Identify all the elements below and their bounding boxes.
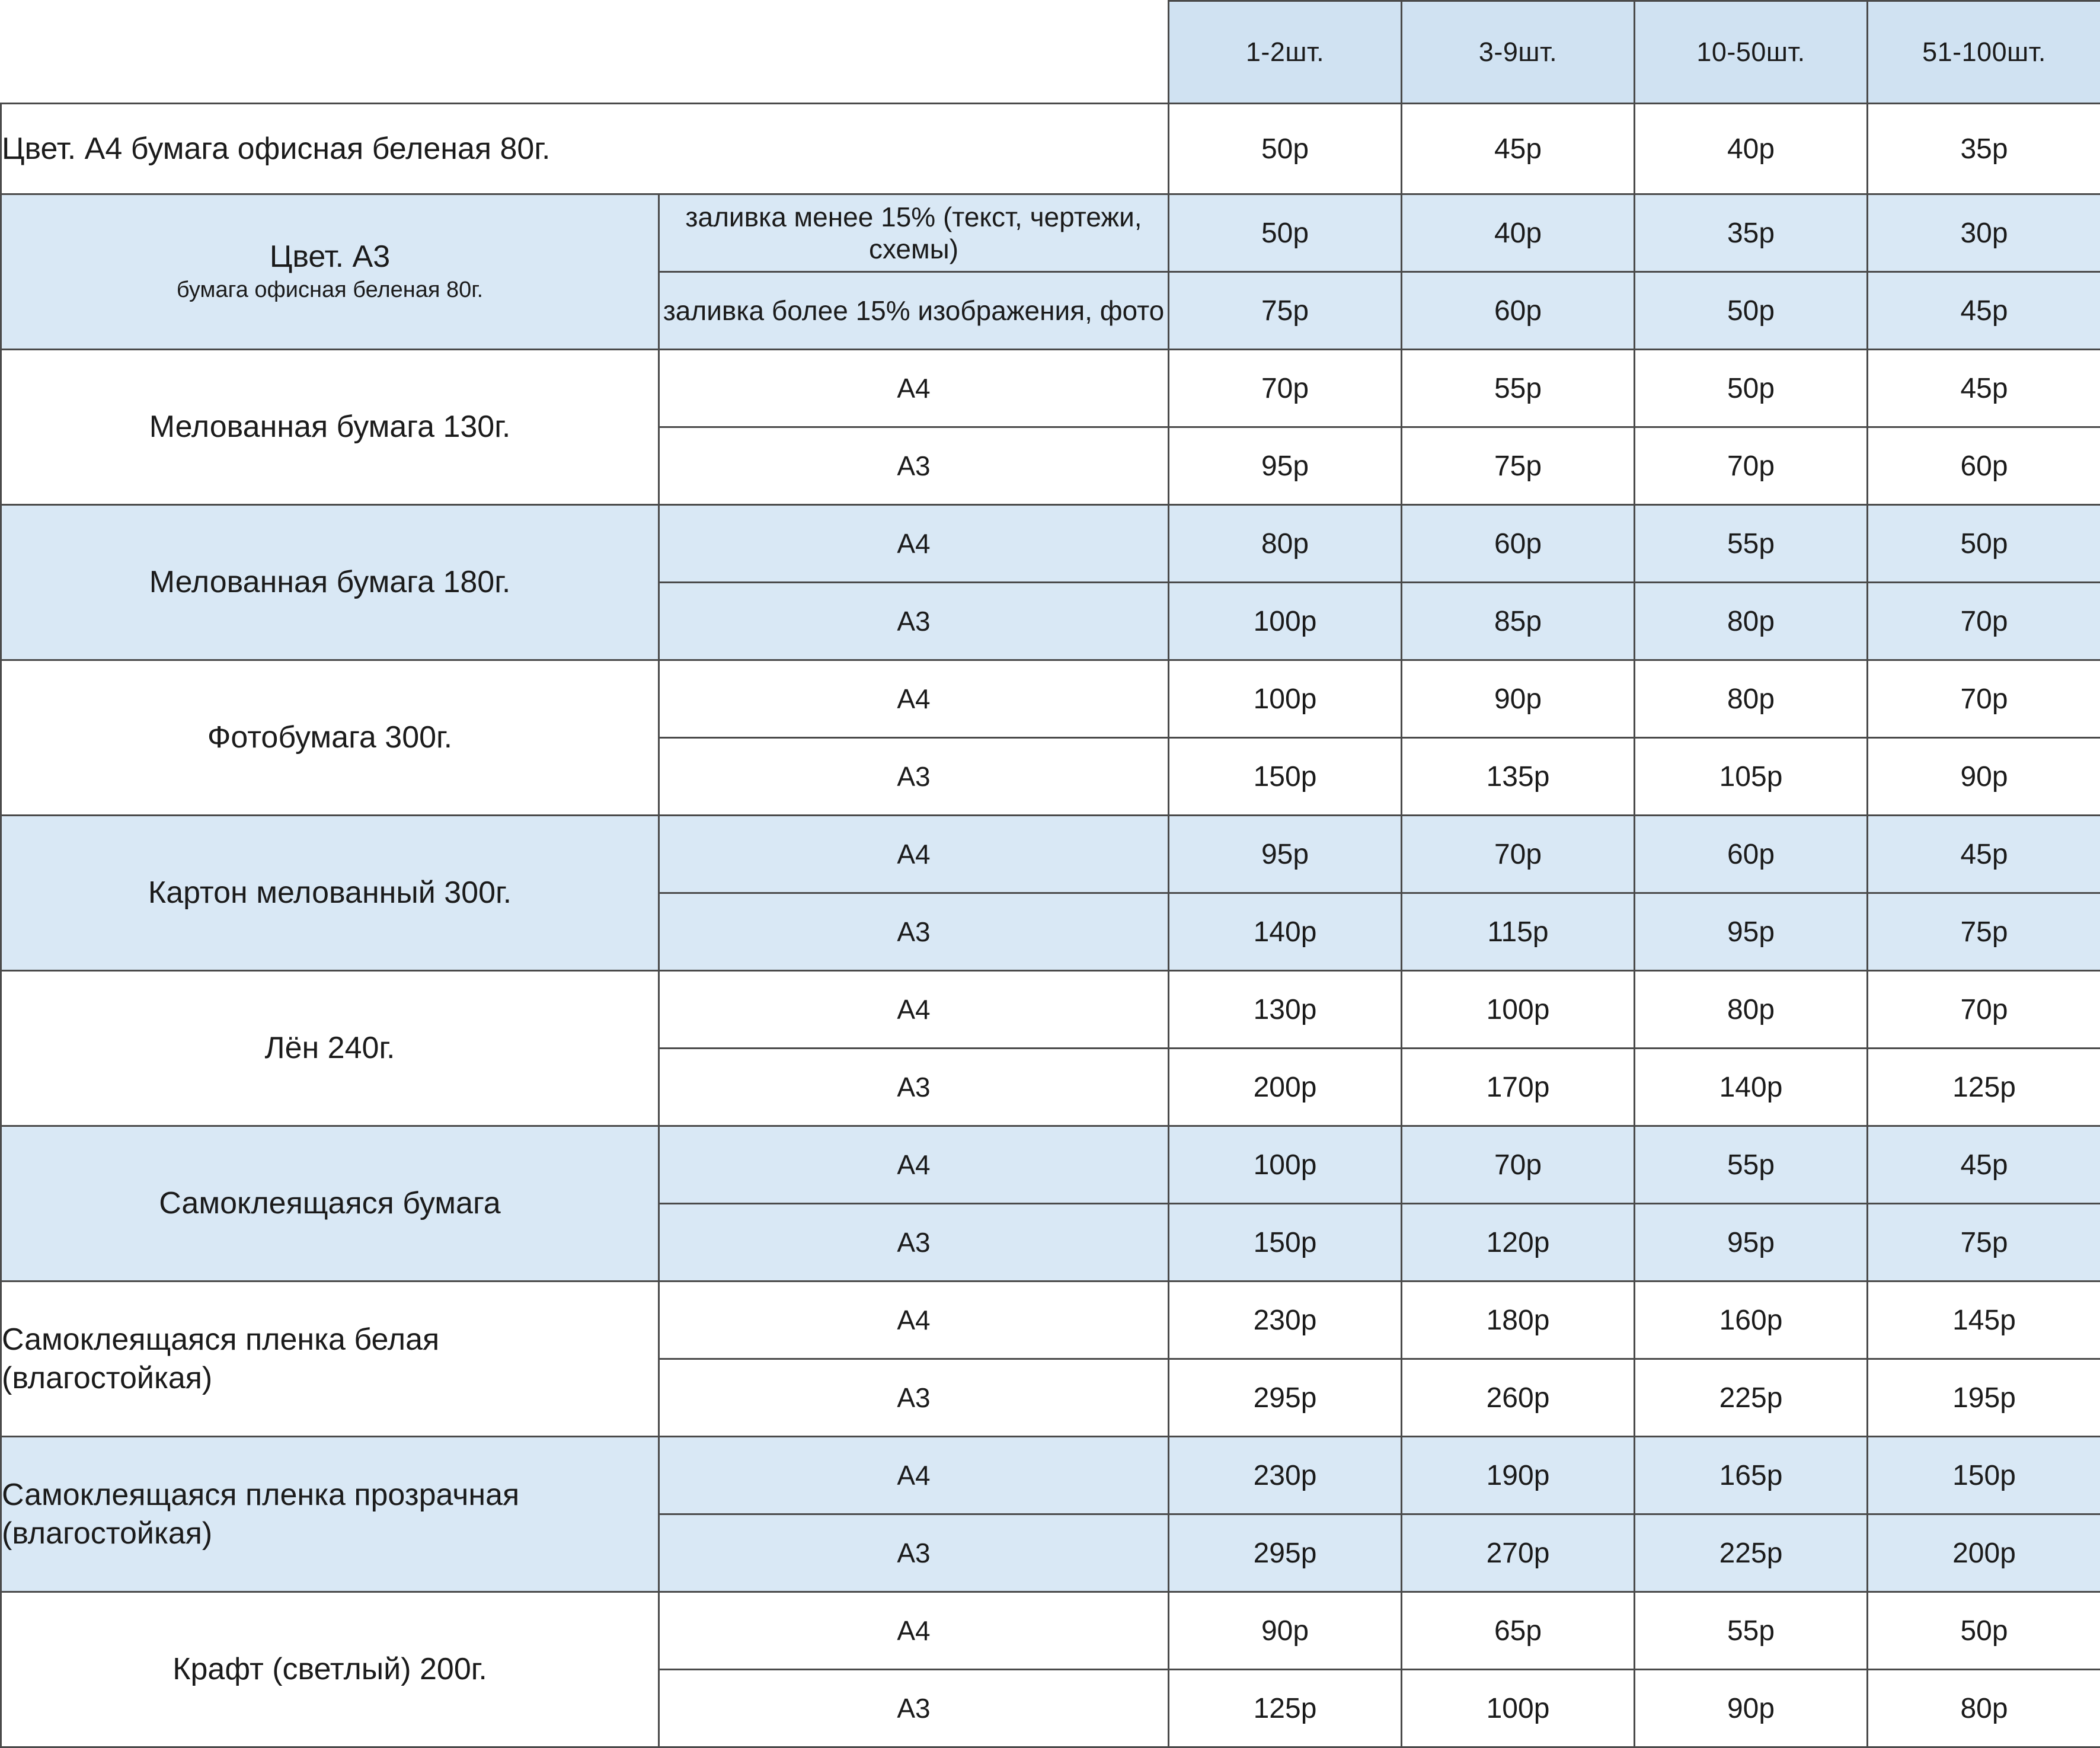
price-cell: 180р xyxy=(1402,1282,1635,1359)
table-row xyxy=(1,505,2100,583)
price-cell: 50р xyxy=(1868,1592,2100,1670)
price-cell: 40р xyxy=(1402,194,1635,272)
price-cell: 160р xyxy=(1635,1282,1868,1359)
price-cell: 55р xyxy=(1635,1592,1868,1670)
price-cell: 70р xyxy=(1635,427,1868,505)
price-cell: 55р xyxy=(1635,1126,1868,1204)
row-sublabel-a4: А4 xyxy=(659,1592,1169,1670)
header-qty-1-2: 1-2шт. xyxy=(1169,1,1402,104)
price-cell: 60р xyxy=(1402,272,1635,350)
price-cell: 50р xyxy=(1635,350,1868,427)
price-cell: 150р xyxy=(1868,1437,2100,1514)
table-row xyxy=(1,816,2100,893)
price-cell: 165р xyxy=(1635,1437,1868,1514)
row-label-photopaper-300: Фотобумага 300г. xyxy=(1,660,659,816)
price-cell: 70р xyxy=(1169,350,1402,427)
price-cell: 100р xyxy=(1169,1126,1402,1204)
row-sublabel-a4: А4 xyxy=(659,1437,1169,1514)
row-label-kraft-200: Крафт (светлый) 200г. xyxy=(1,1592,659,1747)
price-cell: 60р xyxy=(1635,816,1868,893)
row-sublabel-a3: А3 xyxy=(659,427,1169,505)
row-sublabel-a3: А3 xyxy=(659,1514,1169,1592)
price-cell: 70р xyxy=(1868,583,2100,660)
price-cell: 45р xyxy=(1868,350,2100,427)
row-sublabel-a4: А4 xyxy=(659,660,1169,738)
price-cell: 45р xyxy=(1868,816,2100,893)
price-cell: 95р xyxy=(1169,427,1402,505)
price-cell: 75р xyxy=(1868,893,2100,971)
price-cell: 140р xyxy=(1169,893,1402,971)
price-cell: 75р xyxy=(1868,1204,2100,1282)
price-cell: 195р xyxy=(1868,1359,2100,1437)
table-row xyxy=(1,1126,2100,1204)
row-label-color-a4: Цвет. А4 бумага офисная беленая 80г. xyxy=(1,104,1169,194)
header-qty-3-9: 3-9шт. xyxy=(1402,1,1635,104)
price-cell: 70р xyxy=(1402,1126,1635,1204)
row-sublabel-a4: А4 xyxy=(659,350,1169,427)
price-cell: 80р xyxy=(1635,660,1868,738)
table-row xyxy=(1,350,2100,427)
price-cell: 80р xyxy=(1868,1670,2100,1747)
price-cell: 100р xyxy=(1402,1670,1635,1747)
price-cell: 115р xyxy=(1402,893,1635,971)
row-sublabel-a4: А4 xyxy=(659,971,1169,1049)
row-label-color-a3-title: Цвет. А3 xyxy=(2,240,658,274)
price-cell: 100р xyxy=(1402,971,1635,1049)
row-label-selfadhesive-film-white: Самоклеящаяся пленка белая (влагостойкая) xyxy=(1,1282,659,1437)
price-cell: 50р xyxy=(1635,272,1868,350)
row-sublabel-a3: А3 xyxy=(659,1670,1169,1747)
price-cell: 125р xyxy=(1868,1049,2100,1126)
price-cell: 125р xyxy=(1169,1670,1402,1747)
price-cell: 260р xyxy=(1402,1359,1635,1437)
price-cell: 75р xyxy=(1169,272,1402,350)
price-cell: 50р xyxy=(1169,194,1402,272)
price-cell: 80р xyxy=(1169,505,1402,583)
price-cell: 90р xyxy=(1868,738,2100,816)
price-cell: 50р xyxy=(1169,104,1402,194)
price-cell: 75р xyxy=(1402,427,1635,505)
price-cell: 270р xyxy=(1402,1514,1635,1592)
price-cell: 90р xyxy=(1635,1670,1868,1747)
row-sublabel-a3: А3 xyxy=(659,738,1169,816)
table-row xyxy=(1,1437,2100,1514)
price-cell: 90р xyxy=(1169,1592,1402,1670)
row-sublabel-a3: А3 xyxy=(659,583,1169,660)
price-cell: 60р xyxy=(1402,505,1635,583)
price-cell: 200р xyxy=(1868,1514,2100,1592)
price-cell: 140р xyxy=(1635,1049,1868,1126)
header-empty-cell xyxy=(1,1,1169,104)
price-cell: 170р xyxy=(1402,1049,1635,1126)
row-sublabel-a4: А4 xyxy=(659,1126,1169,1204)
price-cell: 100р xyxy=(1169,583,1402,660)
price-cell: 225р xyxy=(1635,1514,1868,1592)
header-qty-10-50: 10-50шт. xyxy=(1635,1,1868,104)
price-cell: 85р xyxy=(1402,583,1635,660)
price-cell: 95р xyxy=(1635,1204,1868,1282)
price-cell: 70р xyxy=(1402,816,1635,893)
price-cell: 120р xyxy=(1402,1204,1635,1282)
price-cell: 70р xyxy=(1868,660,2100,738)
price-cell: 80р xyxy=(1635,971,1868,1049)
price-cell: 45р xyxy=(1868,272,2100,350)
price-cell: 190р xyxy=(1402,1437,1635,1514)
table-row xyxy=(1,194,2100,272)
row-sublabel-a3: А3 xyxy=(659,1204,1169,1282)
price-cell: 150р xyxy=(1169,738,1402,816)
price-cell: 295р xyxy=(1169,1359,1402,1437)
price-cell: 200р xyxy=(1169,1049,1402,1126)
price-cell: 40р xyxy=(1635,104,1868,194)
price-cell: 65р xyxy=(1402,1592,1635,1670)
row-label-color-a3 xyxy=(1,194,659,350)
price-cell: 70р xyxy=(1868,971,2100,1049)
price-cell: 225р xyxy=(1635,1359,1868,1437)
price-cell: 55р xyxy=(1402,350,1635,427)
table-row xyxy=(1,971,2100,1049)
price-cell: 35р xyxy=(1868,104,2100,194)
price-cell: 30р xyxy=(1868,194,2100,272)
table-row xyxy=(1,1282,2100,1359)
row-sublabel-a3: А3 xyxy=(659,1359,1169,1437)
price-cell: 295р xyxy=(1169,1514,1402,1592)
row-label-linen-240: Лён 240г. xyxy=(1,971,659,1126)
row-sublabel-a3: А3 xyxy=(659,893,1169,971)
table-row xyxy=(1,1592,2100,1670)
row-sublabel-fill-more: заливка более 15% изображения, фото xyxy=(659,272,1169,350)
row-sublabel-a4: А4 xyxy=(659,1282,1169,1359)
header-qty-51-100: 51-100шт. xyxy=(1868,1,2100,104)
price-cell: 145р xyxy=(1868,1282,2100,1359)
price-cell: 150р xyxy=(1169,1204,1402,1282)
row-label-color-a3-subtitle: бумага офисная беленая 80г. xyxy=(2,277,658,303)
price-cell: 230р xyxy=(1169,1437,1402,1514)
price-cell: 35р xyxy=(1635,194,1868,272)
row-sublabel-a4: А4 xyxy=(659,816,1169,893)
price-cell: 90р xyxy=(1402,660,1635,738)
row-label-coated-130: Мелованная бумага 130г. xyxy=(1,350,659,505)
price-cell: 105р xyxy=(1635,738,1868,816)
table-row xyxy=(1,660,2100,738)
price-cell: 80р xyxy=(1635,583,1868,660)
price-cell: 55р xyxy=(1635,505,1868,583)
table-row xyxy=(1,104,2100,194)
row-sublabel-a4: А4 xyxy=(659,505,1169,583)
row-label-cardboard-300: Картон мелованный 300г. xyxy=(1,816,659,971)
price-cell: 45р xyxy=(1402,104,1635,194)
price-cell: 50р xyxy=(1868,505,2100,583)
price-cell: 60р xyxy=(1868,427,2100,505)
row-label-selfadhesive-film-clear: Самоклеящаяся пленка прозрачная (влагостойкая) xyxy=(1,1437,659,1592)
price-cell: 100р xyxy=(1169,660,1402,738)
row-sublabel-fill-less: заливка менее 15% (текст, чертежи, схемы) xyxy=(659,194,1169,272)
price-cell: 135р xyxy=(1402,738,1635,816)
price-cell: 95р xyxy=(1635,893,1868,971)
price-cell: 45р xyxy=(1868,1126,2100,1204)
table-header-row xyxy=(1,1,2100,104)
row-sublabel-a3: А3 xyxy=(659,1049,1169,1126)
row-label-coated-180: Мелованная бумага 180г. xyxy=(1,505,659,660)
price-cell: 95р xyxy=(1169,816,1402,893)
row-label-selfadhesive-paper: Самоклеящаяся бумага xyxy=(1,1126,659,1282)
price-cell: 230р xyxy=(1169,1282,1402,1359)
price-cell: 130р xyxy=(1169,971,1402,1049)
